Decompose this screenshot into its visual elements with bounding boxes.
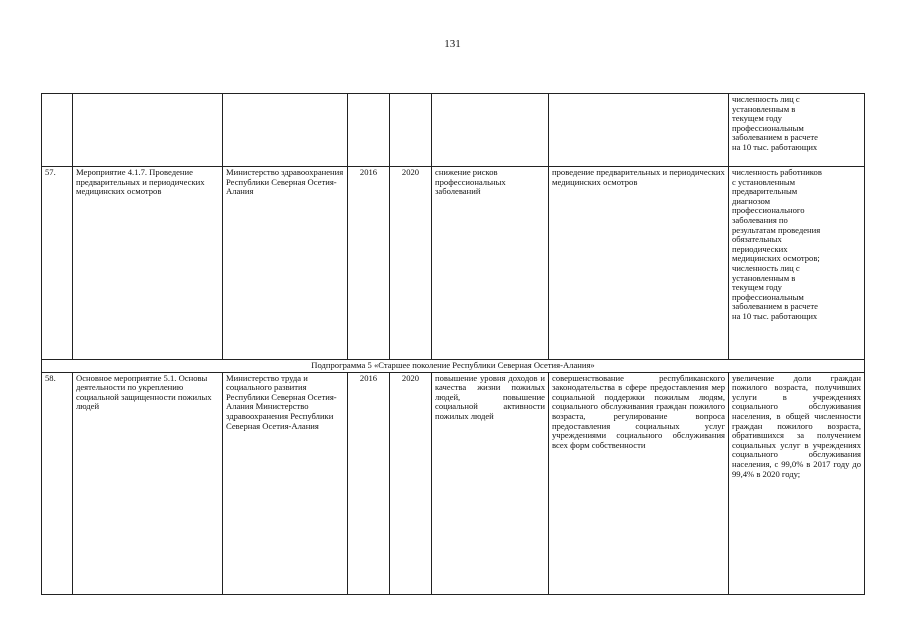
cell-consequence: совершенствование республиканского законодательства в сфере предоставления мер социальной поддержки пожилым людям, социального обслуживания граждан пожилого возраста, регулирование вопроса предоставления социальных услуг учреждениями социального обслуживания всех форм собственности [549,372,729,594]
cell-result [432,94,549,167]
cell-number: 57. [42,167,73,360]
cell-end-year [390,94,432,167]
subprogram-row [42,360,865,373]
program-activities-table [41,93,865,595]
table-row-57 [42,167,865,360]
cell-executor: Министерство труда и социального развития Республики Северная Осетия-Алания Министерство здравоохранения Республики Северная Осетия-Алания [223,372,348,594]
cell-activity [73,94,223,167]
subprogram-heading: Подпрограмма 5 «Старшее поколение Республики Северная Осетия-Алания» [42,360,865,373]
table-row-58 [42,372,865,594]
cell-consequence: проведение предварительных и периодических медицинских осмотров [549,167,729,360]
cell-start-year: 2016 [348,167,390,360]
cell-start-year [348,94,390,167]
cell-indicator: численность лиц с установленным в текущем году профессиональным заболеванием в расчете на 10 тыс. работающих [729,94,865,167]
cell-indicator: численность работников с установленным предварительным диагнозом профессионального заболевания по результатам проведения обязательных периодических медицинских осмотров; численность лиц с установленным в текущем году профессиональным заболеванием в расчете на 10 тыс. работающих [729,167,865,360]
cell-indicator: увеличение доли граждан пожилого возраста, получивших услуги в учреждениях социального обслуживания населения, в общей численности граждан пожилого возраста, обратившихся за получением социальных услуг в учреждениях социального обслуживания населения, с 99,0% в 2017 году до 99,4% в 2020 году; [729,372,865,594]
cell-activity: Основное мероприятие 5.1. Основы деятельности по укреплению социальной защищенности пожилых людей [73,372,223,594]
cell-number: 58. [42,372,73,594]
cell-executor [223,94,348,167]
cell-number [42,94,73,167]
page-number: 131 [444,38,461,50]
cell-end-year: 2020 [390,372,432,594]
cell-executor: Министерство здравоохранения Республики Северная Осетия-Алания [223,167,348,360]
cell-start-year: 2016 [348,372,390,594]
cell-consequence [549,94,729,167]
cell-end-year: 2020 [390,167,432,360]
cell-activity: Мероприятие 4.1.7. Проведение предварительных и периодических медицинских осмотров [73,167,223,360]
cell-result: снижение рисков профессиональных заболеваний [432,167,549,360]
table-row-continuation [42,94,865,167]
cell-result: повышение уровня доходов и качества жизни пожилых людей, повышение социальной активности пожилых людей [432,372,549,594]
